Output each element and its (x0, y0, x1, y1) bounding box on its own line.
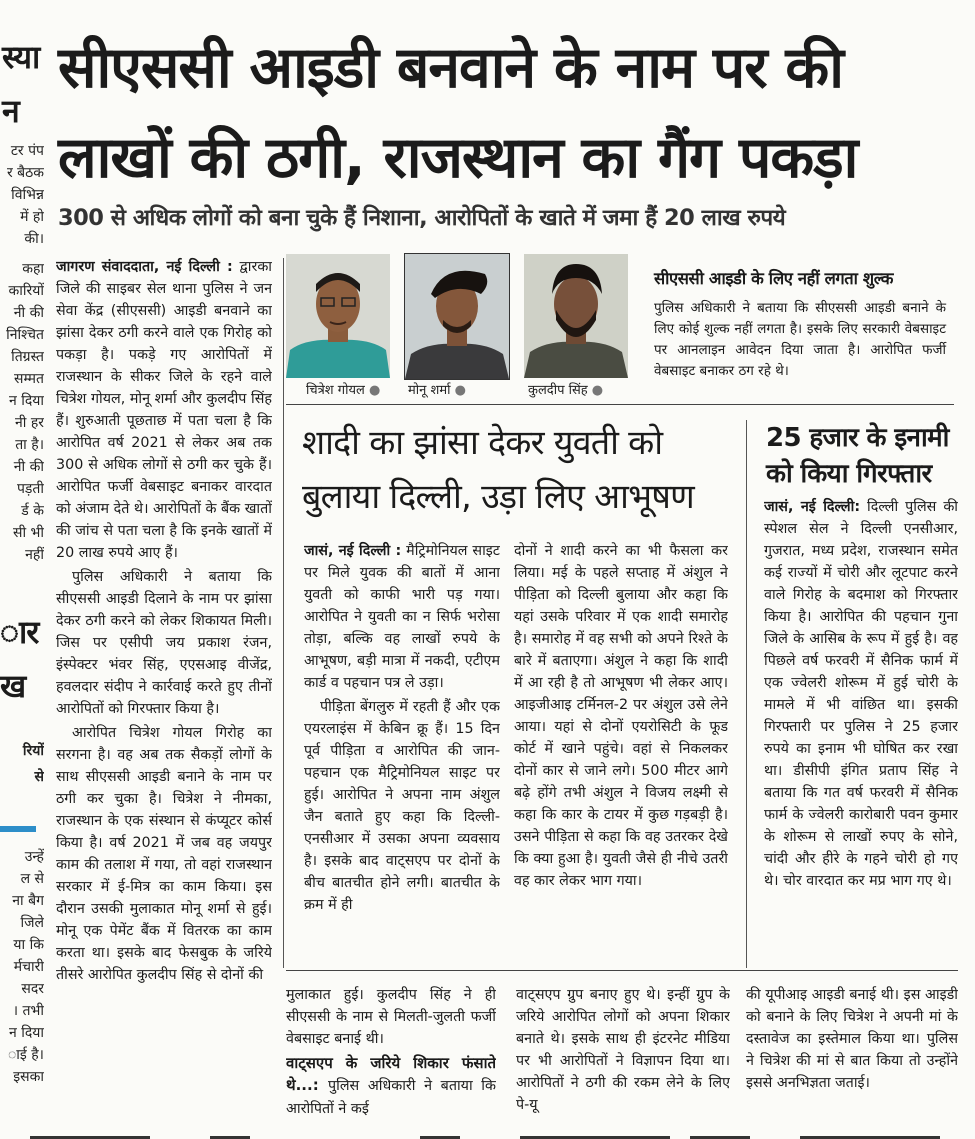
story2-paragraph: मैट्रिमोनियल साइट पर मिले युवक की बातों में आना युवती को काफी भारी पड़ गया। आरोपित ने युवती का न सिर्फ भरोसा तोड़ा, बल्कि वह लाखों रुपये के आभूषण, बड़ी मात्रा में नकदी, एटीएम कार्ड व पहचान पत्र ले उड़ा। (304, 543, 500, 691)
left-fragment-line: ल से (20, 871, 44, 887)
left-fragment-line: उन्हें (24, 849, 44, 865)
left-fragment-text-a (0, 140, 44, 250)
sidebar-box (654, 266, 946, 382)
story2-paragraph: दोनों ने शादी करने का भी फैसला कर लिया। मई के पहले सप्ताह में अंशुल ने पीड़िता को दिल्ली बुलाया और कहा कि यहां उसके परिवार में एक शादी समारोह है। समारोह में वह सभी को अपने रिश्ते के बारे में बताएगा। अंशुल ने कहा कि शादी में आ रही है तो आभूषण भी लेकर आए। आइजीआइ टर्मिनल-2 पर अंशुल उसे लेने आया। यहां से दोनों एयरोसिटी के फूड कोर्ट में खाने पहुंचे। वहां से निकलकर दोनों कार से जाने लगे। 500 मीटर आगे बढ़े होंगे तभी अंशुल ने विजय लक्ष्मी से कहा कि कार के टायर में कुछ गड़बड़ी है। उसने पीड़िता से कहा कि वह उतरकर देखे कि क्या हुआ है। युवती जैसे ही नीचे उतरी वह कार लेकर भाग गया। (514, 543, 728, 889)
left-fragment-line: र्मचारी (13, 959, 44, 975)
caption-chitresh: चित्रेश गोयल ● (306, 383, 381, 398)
left-fragment-line: रियों (22, 743, 44, 759)
left-fragment-heading: स्या न (2, 38, 40, 130)
main-story-continued: वाट्सएप ग्रुप बनाए हुए थे। इन्हीं ग्रुप के जरिये आरोपित लोगों को अपना शिकार बनाते थे। इसके साथ ही इंटरनेट मीडिया पर भी आरोपितों ने विज्ञापन दिया था। आरोपितों ने ठगी की रकम लेने के लिए पे-यू (516, 987, 730, 1113)
main-story-column-4 (746, 984, 958, 1124)
story3-headline-line-1: 25 हजार के इनामी (766, 423, 949, 453)
left-fragment-line: सी भी (12, 525, 44, 541)
main-story-column-2 (286, 984, 496, 1124)
left-fragment-line: में हो (20, 209, 44, 225)
left-fragment-line: नी हर (14, 415, 44, 431)
left-fragment-line: र्ड के (21, 503, 44, 519)
main-story-byline: जागरण संवाददाता, नई दिल्ली : (56, 259, 233, 275)
left-fragment-line: सदर (21, 981, 44, 997)
left-fragment-line: नी की (13, 305, 44, 321)
left-fragment-line: । तभी (12, 1003, 44, 1019)
left-fragment-line: न दिया (8, 393, 44, 409)
left-fragment-line: इसका (13, 1069, 44, 1085)
story2-headline-line-1: शादी का झांसा देकर युवती को (302, 423, 663, 463)
left-fragment-line: से (34, 769, 44, 785)
left-fragment-line: नहीं (25, 547, 44, 563)
story3-body (764, 496, 958, 966)
main-story-continued: की यूपीआइ आइडी बनाई थी। इस आइडी को बनाने के लिए चित्रेश ने अपनी मां के दस्तावेज का इस्तेमाल किया था। पुलिस ने चित्रेश की मां से बात किया तो उन्होंने इससे अनभिज्ञता जताई। (746, 987, 958, 1091)
left-fragment-line: जिले (20, 915, 44, 931)
section-divider (286, 970, 958, 971)
main-headline-line-2: लाखों की ठगी, राजस्थान का गैंग पकड़ा (58, 125, 858, 191)
left-fragment-line: ता है। (15, 437, 44, 453)
left-fragment-line: ना बैग (12, 893, 44, 909)
left-fragment-text-b (0, 258, 44, 566)
main-story-subheading: वाट्सएप के जरिये शिकार फंसाते थे...: पुलिस अधिकारी ने बताया कि आरोपितों ने कई (286, 1054, 496, 1117)
story3-byline: जासं, नई दिल्ली: (764, 499, 861, 515)
caption-kuldeep: कुलदीप सिंह ● (528, 383, 604, 398)
left-fragment-line: ाई है। (7, 1047, 44, 1063)
section-divider (286, 404, 954, 405)
left-accent-bar (0, 826, 36, 832)
story2-headline-line-2: बुलाया दिल्ली, उड़ा लिए आभूषण (302, 477, 694, 517)
caption-monu: मोनू शर्मा ● (408, 383, 466, 398)
left-fragment-line: सम्मत (13, 371, 44, 387)
left-fragment-line: र बैठक (6, 165, 44, 181)
left-fragment-line: या कि (13, 937, 44, 953)
left-fragment-subhead (0, 738, 44, 790)
next-page-cutoff (0, 1128, 975, 1139)
left-fragment-line: की। (24, 231, 44, 247)
sidebar-box-title: सीएससी आइडी के लिए नहीं लगता शुल्क (654, 269, 894, 288)
story2-byline: जासं, नई दिल्ली : (304, 543, 402, 559)
left-column-fragment (0, 0, 44, 1139)
left-fragment-line: तिग्रस्त (11, 349, 44, 365)
left-fragment-heading-2: ार ख (0, 613, 39, 705)
main-headline-line-1: सीएससी आइडी बनवाने के नाम पर की (58, 35, 843, 101)
story2-paragraph: पीड़िता बेंगलुरु में रहती हैं और एक एयरलाइंस में केबिन क्रू हैं। 15 दिन पूर्व पीड़िता व आरोपित की जान-पहचान एक मैट्रिमोनियल साइट पर हुई। आरोपित ने अपना नाम अंशुल जैन बताते हुए कहा कि दिल्ली-एनसीआर में उसका अपना व्यवसाय है। इसके बाद वाट्सएप पर दोनों के बीच बातचीत होने लगी। बातचीत के क्रम में ही (304, 699, 500, 913)
left-fragment-line: विभिन्न (11, 187, 44, 203)
left-fragment-line: पड़ती (16, 481, 44, 497)
story3-headline-line-2: को किया गिरफ्तार (766, 459, 932, 489)
main-story-column-1 (56, 256, 272, 1116)
left-fragment-line: कहा (22, 261, 44, 277)
main-story-paragraph: आरोपित चित्रेश गोयल गिरोह का सरगना है। वह अब तक सैकड़ों लोगों के साथ सीएससी आइडी बनाने के नाम पर ठगी कर चुका है। चित्रेश ने नीमका, राजस्थान के एक संस्थान से कंप्यूटर कोर्स किया है। वर्ष 2021 में जब वह जयपुर काम की तलाश में गया, तो वहां राजस्थान सरकार में ई-मित्र का काम किया। इस दौरान उसकी मुलाकात मोनू शर्मा से हुई। मोनू एक पेमेंट बैंक में वितरक का काम करता था। इसके बाद फेसबुक के जरिये तीसरे आरोपित कुलदीप सिंह से दोनों की (56, 725, 272, 983)
main-subheadline: 300 से अधिक लोगों को बना चुके हैं निशाना, आरोपितों के खाते में जमा हैं 20 लाख रुपये (58, 205, 786, 231)
story2-column-2 (514, 540, 728, 965)
story3-paragraph: दिल्ली पुलिस की स्पेशल सेल ने दिल्ली एनसीआर, गुजरात, मध्य प्रदेश, राजस्थान समेत कई राज्यों में चोरी और लूटपाट करने वाले गिरोह के बदमाश को गिरफ्तार किया है। आरोपित की पहचान गुना जिले के आसिब के रूप में हुई है। वह पिछले वर्ष फरवरी में सैनिक फार्म में एक ज्वेलरी शोरूम में हुई चोरी के मामले में भी वांछित था। इसकी गिरफ्तारी पर पुलिस ने 25 हजार रुपये का इनाम भी घोषित कर रखा था। डीसीपी इंगित प्रताप सिंह ने बताया कि गत वर्ष फरवरी में सैनिक फार्म के ज्वेलरी कारोबारी पवन कुमार के शोरूम से लाखों रुपए के सोने, चांदी और हीरे के गहने चोरी हो गए थे। चोर वारदात कर मप्र भाग गए थे। (764, 499, 958, 889)
photo-monu (404, 253, 510, 380)
photo-kuldeep (524, 254, 628, 378)
column-divider (746, 420, 747, 968)
left-fragment-text-c (0, 846, 44, 1088)
left-fragment-line: न दिया (8, 1025, 44, 1041)
left-fragment-line: नी की (13, 459, 44, 475)
left-fragment-line: कारियों (8, 283, 44, 299)
story2-column-1 (304, 540, 500, 965)
main-story-continued: मुलाकात हुई। कुलदीप सिंह ने ही सीएससी के नाम से मिलती-जुलती फर्जी वेबसाइट बनाई थी। (286, 987, 496, 1047)
left-fragment-line: निश्चित (6, 327, 44, 343)
sidebar-box-text: पुलिस अधिकारी ने बताया कि सीएससी आइडी बनाने के लिए कोई शुल्क नहीं लगता है। इसके लिए सरकारी वेबसाइट पर आनलाइन आवेदन दिया जाता है। आरोपित फर्जी वेबसाइट बनाकर ठग रहे थे। (654, 300, 946, 379)
left-fragment-line: टर पंप (10, 143, 44, 159)
main-story-column-3 (516, 984, 730, 1124)
photo-chitresh (286, 254, 390, 378)
column-divider (283, 258, 284, 968)
main-story-paragraph: द्वारका जिले की साइबर सेल थाना पुलिस ने जन सेवा केंद्र (सीएससी) आइडी बनवाने का झांसा देकर ठगी करने वाले एक गिरोह को पकड़ा है। पकड़े गए आरोपितों में राजस्थान के सीकर जिले के रहने वाले चित्रेश गोयल, मोनू शर्मा और कुलदीप सिंह हैं। शुरुआती पूछताछ में पता चला है कि आरोपित वर्ष 2021 से लेकर अब तक 300 से अधिक लोगों से ठगी कर चुके हैं। आरोपित फर्जी वेबसाइट बनाकर वारदात को अंजाम देते थे। आरोपितों के बैंक खातों की जांच से पता चला है कि इनके खातों में 20 लाख रुपये आए हैं। (56, 259, 272, 561)
main-story-paragraph: पुलिस अधिकारी ने बताया कि सीएससी आइडी दिलाने के नाम पर झांसा देकर ठगी करने को लेकर शिकायत मिली। जिस पर एसीपी जय प्रकाश रंजन, इंस्पेक्टर भंवर सिंह, एएसआइ वीजेंद्र, हवलदार संदीप ने कार्रवाई करते हुए तीनों आरोपितों को गिरफ्तार किया है। (56, 569, 272, 717)
